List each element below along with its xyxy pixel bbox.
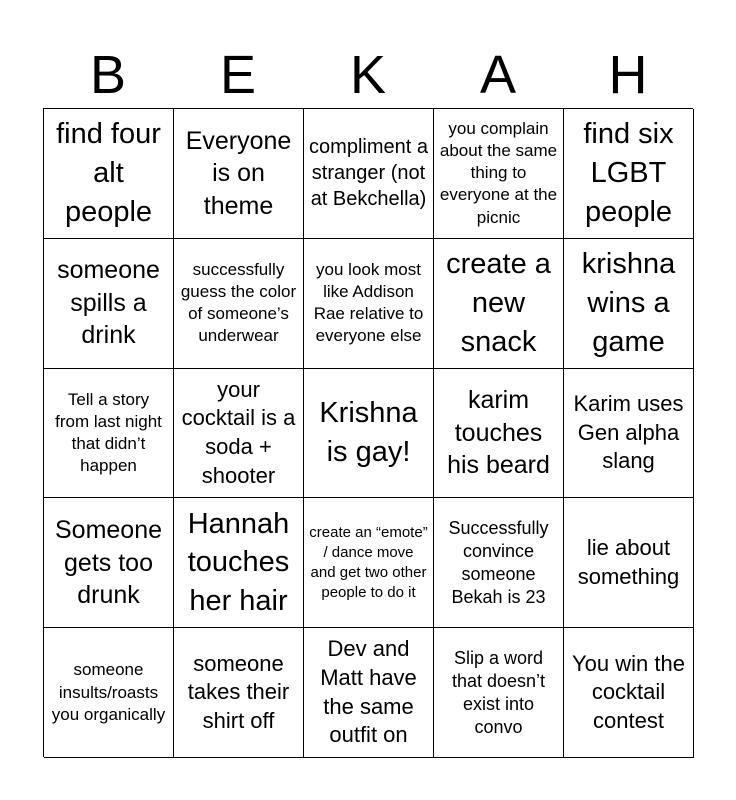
bingo-cell[interactable] — [304, 369, 434, 499]
header-letter-b: B — [89, 45, 127, 105]
bingo-cell[interactable] — [174, 239, 304, 369]
bingo-header — [43, 42, 693, 108]
bingo-cell[interactable] — [304, 628, 434, 758]
bingo-cell[interactable] — [44, 239, 174, 369]
cell-text: Someone gets too drunk — [54, 516, 163, 610]
cell-text: you complain about the same thing to everyone at the picnic — [439, 119, 558, 227]
bingo-cell[interactable] — [304, 498, 434, 628]
bingo-cell[interactable] — [564, 498, 694, 628]
cell-text: compliment a stranger (not at Bekchella) — [309, 136, 428, 211]
bingo-cell[interactable] — [174, 109, 304, 239]
cell-text: You win the cocktail contest — [572, 650, 685, 733]
bingo-cell[interactable] — [44, 498, 174, 628]
cell-text: Hannah touches her hair — [187, 507, 290, 618]
bingo-cell[interactable] — [564, 369, 694, 499]
bingo-cell[interactable] — [174, 498, 304, 628]
cell-text: find six LGBT people — [583, 118, 674, 228]
cell-text: lie about something — [577, 535, 680, 589]
bingo-cell[interactable] — [174, 369, 304, 499]
bingo-cell[interactable] — [434, 498, 564, 628]
cell-text: create a new snack — [446, 247, 551, 358]
bingo-cell[interactable] — [564, 239, 694, 369]
bingo-cell[interactable] — [434, 109, 564, 239]
cell-text: karim touches his beard — [447, 386, 550, 480]
cell-text: Dev and Matt have the same outfit on — [320, 636, 417, 748]
cell-text: Karim uses Gen alpha slang — [573, 391, 684, 474]
cell-text: successfully guess the color of someone’s underwear — [180, 260, 297, 346]
bingo-cell[interactable] — [434, 369, 564, 499]
cell-text: Tell a story from last night that didn’t happen — [55, 389, 162, 476]
header-letter-k: K — [349, 45, 387, 105]
cell-text: Krishna is gay! — [319, 397, 418, 468]
bingo-cell[interactable] — [564, 628, 694, 758]
header-letter-e: E — [219, 45, 257, 105]
cell-text: someone takes their shirt off — [187, 650, 290, 733]
header-letter-a: A — [479, 45, 517, 105]
bingo-cell[interactable] — [304, 109, 434, 239]
cell-text: someone spills a drink — [57, 256, 160, 350]
bingo-cell[interactable] — [434, 239, 564, 369]
bingo-cell[interactable] — [564, 109, 694, 239]
bingo-cell[interactable] — [44, 369, 174, 499]
bingo-cell[interactable] — [304, 239, 434, 369]
cell-text: find four alt people — [56, 118, 161, 228]
cell-text: Everyone is on theme — [185, 126, 292, 220]
bingo-board — [43, 108, 693, 757]
bingo-cell[interactable] — [44, 109, 174, 239]
cell-text: your cocktail is a soda + shooter — [181, 376, 296, 488]
cell-text: krishna wins a game — [581, 247, 676, 358]
bingo-cell[interactable] — [174, 628, 304, 758]
cell-text: Successfully convince someone Bekah is 23 — [448, 517, 549, 607]
cell-text: you look most like Addison Rae relative to everyone else — [313, 260, 424, 346]
cell-text: create an “emote” / dance move and get two other people to do it — [309, 523, 428, 601]
bingo-cell[interactable] — [44, 628, 174, 758]
cell-text: Slip a word that doesn’t exist into convo — [451, 647, 546, 737]
header-letter-h: H — [608, 45, 648, 105]
cell-text: someone insults/roasts you organically — [51, 660, 166, 724]
bingo-cell[interactable] — [434, 628, 564, 758]
